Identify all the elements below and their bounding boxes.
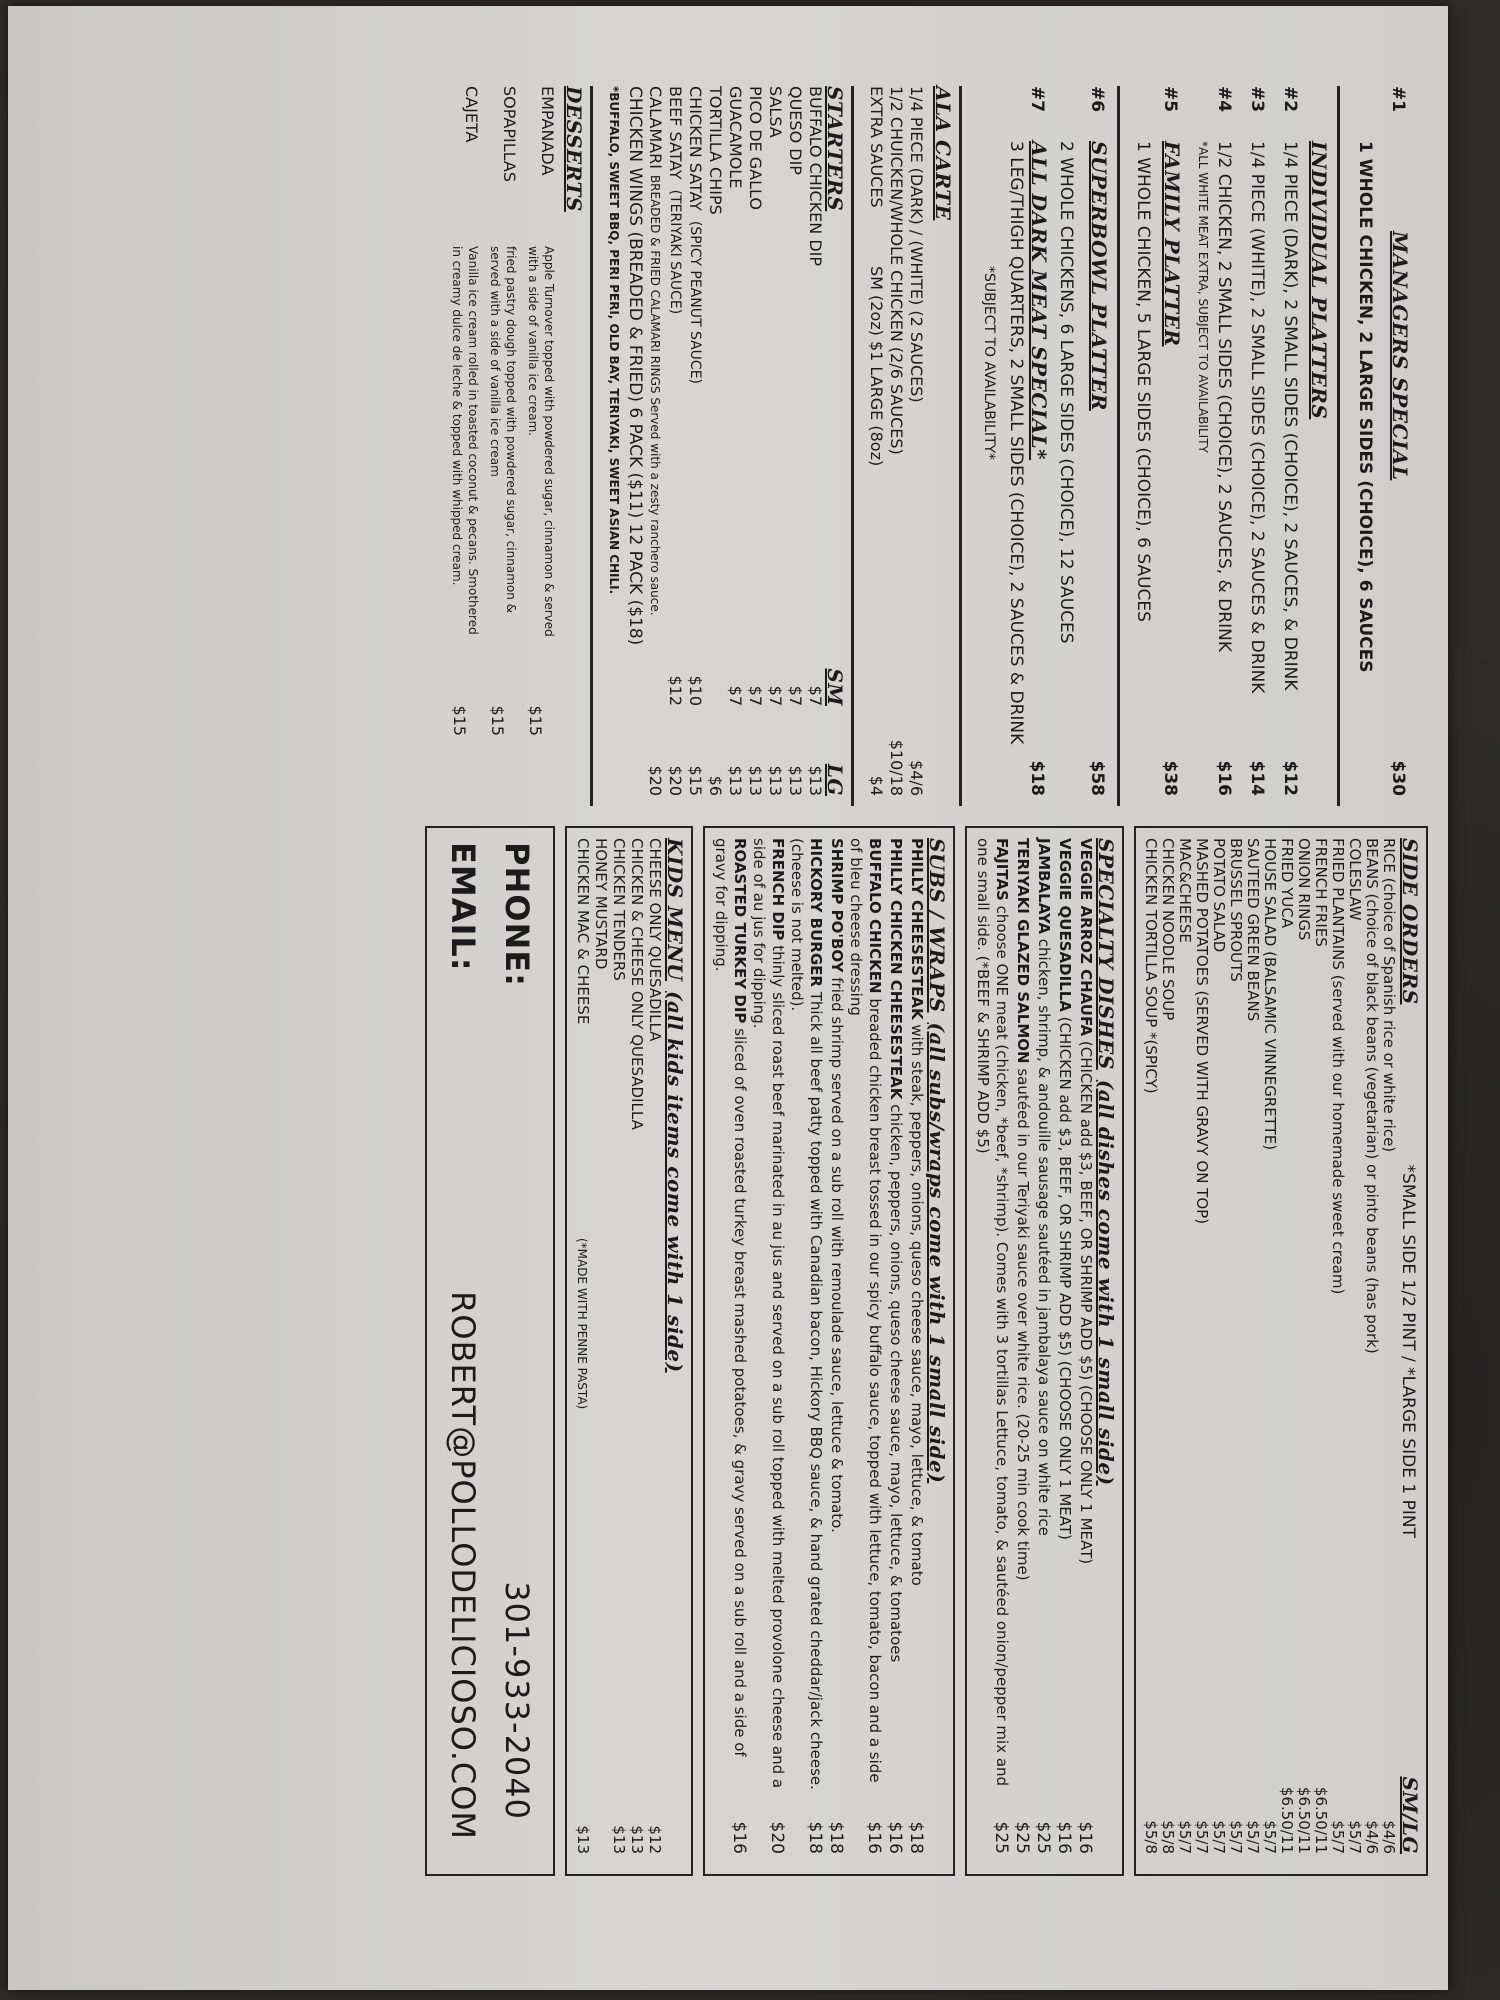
specialty-price: $16: [1075, 1821, 1095, 1854]
starter-sm-price: $7: [766, 685, 785, 706]
sub-row: [711, 838, 749, 1864]
side-price: $5/7: [1261, 1820, 1279, 1854]
sub-price: $18: [906, 1821, 926, 1854]
sub-desc: breaded chicken breast tossed in our spicy buffalo sauce, topped with lettuce, tomato, bacon and a side of bleu cheese dressing: [847, 838, 884, 1783]
dessert-price: $15: [450, 705, 469, 736]
sub-desc: thinly sliced roast beef marinated in au jus and served on a sub roll topped with melted provolone cheese and a side of au jus for dipping.: [750, 838, 787, 1789]
desserts-heading: DESSERTS: [562, 86, 586, 212]
sub-desc: with steak, peppers, onions, queso cheese sauce, mayo, lettuce, & tomato: [908, 1024, 926, 1586]
dark-meat-special: #7 ALL DARK MEAT SPECIAL* $18: [1027, 86, 1051, 796]
kids-row: [628, 838, 646, 1864]
sub-price: $16: [729, 1821, 749, 1854]
platter-2: #2 1/4 PIECE (DARK), 2 SMALL SIDES (CHOICE), 2 SAUCES, & DRINK $12: [1280, 86, 1300, 796]
dessert-name: EMPANADA: [538, 86, 557, 176]
side-name: COLESLAW: [1346, 838, 1364, 921]
sub-name: ROASTED TURKEY DIP: [731, 838, 749, 1024]
side-price: $6.50/11: [1278, 1786, 1296, 1854]
side-orders-heading: SIDE ORDERS: [1398, 838, 1422, 1005]
side-price: $4/6: [1363, 1820, 1381, 1854]
starter-name: PICO DE GALLO: [746, 86, 765, 210]
sub-desc: sliced of oven roasted turkey breast mashed potatoes, & gravy served on a sub roll and a side of gravy for dipping.: [712, 838, 749, 1757]
sub-name: BUFFALO CHICKEN: [866, 838, 884, 994]
starter-row: [785, 86, 805, 806]
side-name: FRIED YUCA: [1278, 838, 1296, 929]
side-price: $5/7: [1329, 1820, 1347, 1854]
starter-sm-price: $7: [746, 685, 765, 706]
starter-name: CHICKEN SATAY: [686, 86, 705, 211]
starters-heading-row: STARTERS SM LG: [823, 86, 847, 796]
specialty-text: [973, 838, 1011, 1802]
starter-sauce: (TERIYAKI SAUCE): [667, 189, 683, 315]
dessert-desc: Vanilla ice cream rolled in toasted coconut & pecans. Smothered in creamy dulce de leche & topped with whipped cream.: [450, 246, 480, 635]
divider: [959, 86, 962, 806]
right-column: [415, 826, 1428, 1876]
side-row: [1261, 838, 1278, 1864]
specialty-name: FAJITAS: [993, 838, 1011, 901]
side-name: MAC&CHEESE: [1176, 838, 1194, 943]
starter-lg-price: $13: [806, 765, 825, 796]
sub-text: [907, 838, 926, 1802]
sub-row: [905, 838, 926, 1864]
side-name: FRENCH FRIES: [1312, 838, 1330, 947]
starter-sm-price: [705, 636, 725, 706]
starter-row: [665, 86, 685, 806]
kids-price: $13: [574, 1825, 592, 1854]
sub-name: FRENCH DIP: [769, 838, 787, 941]
contact-box: [425, 826, 555, 1876]
side-row: [1295, 838, 1312, 1864]
kids-name: HONEY MUSTARD: [592, 838, 610, 970]
dessert-row: [525, 86, 557, 806]
phone-number[interactable]: 301-933-2040: [498, 1581, 536, 1820]
starter-name: TORTILLA CHIPS: [706, 86, 725, 215]
left-column: [449, 86, 1428, 806]
phone-row: [497, 842, 537, 1860]
side-row: [1142, 838, 1159, 1864]
sub-price: $18: [826, 1821, 846, 1854]
side-row: [1193, 838, 1210, 1864]
starters-heading: STARTERS: [823, 86, 847, 212]
side-name: MASHED POTATOES (SERVED WITH GRAVY ON TOP): [1193, 838, 1211, 1225]
specialty-name: VEGGIE ARROZ CHAUFA: [1077, 838, 1095, 1037]
managers-special-heading: MANAGERS SPECIAL: [1388, 231, 1412, 481]
side-row: [1329, 838, 1346, 1864]
alacarte-item: EXTRA SAUCES SM (2oz) $1 LARGE (8oz) $4: [867, 86, 886, 796]
specialty-text: [1034, 838, 1053, 1802]
dessert-row: [449, 86, 481, 806]
side-row: [1363, 838, 1380, 1864]
starter-lg-price: $20: [666, 765, 685, 796]
specialty-desc: (CHICKEN add $3, BEEF, OR SHRIMP ADD $5) (CHOOSE ONLY 1 MEAT): [1056, 1016, 1074, 1540]
side-row: [1278, 838, 1295, 1864]
dark-meat-desc: 3 LEG/THIGH QUARTERS, 2 SMALL SIDES (CHOICE), 2 SAUCES & DRINK: [1006, 141, 1026, 745]
specialty-header: SPECIALTY DISHES (all dishes come with 1 small side): [1094, 838, 1118, 1486]
email-address[interactable]: ROBERT@POLLODELICIOSO.COM: [444, 1291, 482, 1840]
side-price: $6.50/11: [1312, 1786, 1330, 1854]
starter-row: [745, 86, 765, 806]
starter-row: [765, 86, 785, 806]
side-price: $5/7: [1346, 1820, 1364, 1854]
family-platter-desc: 1 WHOLE CHICKEN, 5 LARGE SIDES (CHOICE), 6 SAUCES: [1133, 141, 1153, 622]
specialty-text: [1055, 838, 1074, 1802]
starter-row: [725, 86, 745, 806]
starter-sm-price: $7: [786, 685, 805, 706]
starter-sauce: [785, 185, 805, 636]
divider: [590, 86, 593, 806]
side-price: $6.50/11: [1295, 1786, 1313, 1854]
kids-name: CHEESE ONLY QUESADILLA: [646, 838, 664, 1042]
dessert-name: CAJETA: [462, 86, 481, 143]
sub-name: SHRIMP PO'BOY: [828, 838, 846, 973]
starter-lg-price: $13: [766, 765, 785, 796]
sub-text: [827, 838, 846, 1802]
kids-price: $13: [610, 1825, 628, 1854]
side-row: [1244, 838, 1261, 1864]
specialty-text: [1013, 838, 1032, 1802]
sub-text: [711, 838, 749, 1802]
subs-list: [711, 838, 926, 1864]
starter-sauce: [745, 220, 765, 636]
starter-sauce: (SPICY PEANUT SAUCE): [687, 220, 703, 385]
platter-3: #3 1/4 PIECE (WHITE), 2 SMALL SIDES (CHOICE), 2 SAUCES & DRINK $14: [1247, 86, 1267, 796]
subs-box: [703, 826, 955, 1876]
specialty-desc: sautéed in our Teriyaki sauce over white rice. (20-25 min cook time): [1014, 1068, 1032, 1581]
kids-list: [573, 838, 664, 1864]
side-orders-box: [1134, 826, 1428, 1876]
starters-list: [665, 86, 825, 806]
side-name: SAUTEED GREEN BEANS: [1244, 838, 1262, 1022]
specialty-desc: chicken, shrimp, & andouille sausage sautéed in jambalaya sauce on white rice: [1035, 938, 1053, 1536]
side-price: $5/7: [1193, 1820, 1211, 1854]
kids-name: CHICKEN & CHEESE ONLY QUESADILLA: [628, 838, 646, 1130]
dessert-price: $15: [488, 705, 507, 736]
side-name: RICE (choice of Spanish rice or white rice): [1380, 838, 1398, 1153]
dessert-desc: Apple Turnover topped with powdered sugar, cinnamon & served with a side of vanilla ice cream.: [526, 246, 556, 637]
alacarte-item: 1/2 CHUICKEN/WHOLE CHICKEN (2/6 SAUCES) $10/18: [887, 86, 906, 796]
kids-row: [592, 838, 610, 1864]
specialty-price: $25: [1033, 1821, 1053, 1854]
desserts-heading-row: [563, 86, 584, 806]
kids-row: [646, 838, 664, 1864]
specialty-name: TERIYAKI GLAZED SALMON: [1014, 838, 1032, 1064]
sub-row: [884, 838, 905, 1864]
superbowl-desc: 2 WHOLE CHICKENS, 6 LARGE SIDES (CHOICE), 12 SAUCES: [1056, 141, 1076, 644]
divider: [1337, 86, 1340, 806]
sub-row: [787, 838, 825, 1864]
kids-name: CHICKEN TENDERS: [610, 838, 628, 981]
side-name: HOUSE SALAD (BALSAMIC VINNEGRETTE): [1261, 838, 1279, 1151]
sub-price: $16: [885, 1821, 905, 1854]
dessert-price: $15: [526, 705, 545, 736]
sub-row: [825, 838, 846, 1864]
special-1-desc: 1 WHOLE CHICKEN, 2 LARGE SIDES (CHOICE), 6 SAUCES: [1355, 141, 1375, 673]
starter-row: [705, 86, 725, 806]
sub-name: PHILLY CHICKEN CHEESESTEAK: [887, 838, 905, 1100]
specialty-price: $25: [1012, 1821, 1032, 1854]
kids-heading: KIDS MENU: [663, 838, 687, 982]
sub-text: [787, 838, 825, 1802]
sub-text: [749, 838, 787, 1802]
starter-lg-price: $13: [746, 765, 765, 796]
kids-row: [610, 838, 628, 1864]
specialty-desc: choose ONE meat (chicken, *beef, *shrimp). Comes with 3 tortillas Lettuce, tomato, & sautéed onion/pepper mix and one small side. (*BEEF & SHRIMP ADD $5): [974, 838, 1011, 1787]
side-orders-header: SIDE ORDERS *SMALL SIDE 1/2 PINT / *LARGE SIDE 1 PINT SM/LG: [1398, 838, 1422, 1854]
starter-lg-price: $13: [786, 765, 805, 796]
specialty-desc: (CHICKEN add $3, BEEF, OR SHRIMP ADD $5) (CHOOSE ONLY 1 MEAT): [1077, 1040, 1095, 1565]
sub-name: HICKORY BURGER: [807, 838, 825, 987]
starter-sm-price: $10: [686, 675, 705, 706]
starter-name: SALSA: [766, 86, 785, 138]
sub-text: [886, 838, 905, 1802]
family-platter: #5 FAMILY PLATTER $38: [1160, 86, 1184, 796]
specialty-row: [1074, 838, 1095, 1864]
starter-sauce: [805, 276, 825, 636]
sub-row: [846, 838, 884, 1864]
email-label: EMAIL:: [444, 842, 482, 972]
alacarte-heading-row: [932, 86, 953, 806]
starter-name: GUACAMOLE: [726, 86, 745, 189]
divider: [851, 86, 854, 806]
side-row: [1346, 838, 1363, 1864]
specialty-row: [1032, 838, 1053, 1864]
dark-meat-note: *SUBJECT TO AVAILABILITY*: [981, 266, 997, 461]
dessert-row: [487, 86, 519, 806]
starter-sauce: [765, 148, 785, 636]
specialty-name: VEGGIE QUESADILLA: [1056, 838, 1074, 1012]
specialty-name: JAMBALAYA: [1035, 838, 1053, 934]
specialty-price: $16: [1054, 1821, 1074, 1854]
kids-price: $12: [646, 1825, 664, 1854]
specialty-text: [1076, 838, 1095, 1802]
superbowl-platter: #6 SUPERBOWL PLATTER $58: [1087, 86, 1111, 796]
kids-name: CHICKEN MAC & CHEESE: [574, 838, 592, 1025]
side-row: [1176, 838, 1193, 1864]
sub-price: $18: [805, 1821, 825, 1854]
specialty-list: [973, 838, 1095, 1864]
starter-name: BEEF SATAY: [666, 86, 685, 180]
desserts-list: [449, 86, 557, 806]
menu-sheet-rotated: [8, 6, 1448, 1990]
sides-list: [1142, 838, 1397, 1864]
starter-sm-price: $7: [726, 685, 745, 706]
side-price: $4/6: [1380, 1820, 1398, 1854]
starter-sm-price: $12: [666, 675, 685, 706]
side-row: [1380, 838, 1397, 1864]
sub-desc: chicken, peppers, onions, queso cheese sauce, mayo, lettuce, & tomatoes: [887, 1104, 905, 1663]
kids-note: (*MADE WITH PENNE PASTA): [575, 1238, 589, 1410]
specialty-row: [1053, 838, 1074, 1864]
alacarte-heading: ALA CARTE: [931, 86, 955, 221]
side-row: [1312, 838, 1329, 1864]
platter-4: #4 1/2 CHICKEN, 2 SMALL SIDES (CHOICE), 2 SAUCES, & DRINK $16: [1214, 86, 1234, 796]
kids-row: [573, 838, 592, 1864]
side-name: CHICKEN TORTILLA SOUP *(SPICY): [1142, 838, 1160, 1094]
starter-row: [805, 86, 825, 806]
sub-name: PHILLY CHEESESTEAK: [908, 838, 926, 1020]
starter-name: QUESO DIP: [786, 86, 805, 175]
email-row: [443, 842, 483, 1860]
side-price: $5/7: [1210, 1820, 1228, 1854]
starter-lg-price: $15: [686, 765, 705, 796]
kids-header: KIDS MENU (all kids items come with 1 side): [663, 838, 687, 1373]
side-price: $5/8: [1159, 1820, 1177, 1854]
side-row: [1210, 838, 1227, 1864]
side-name: FRIED PLANTAINS (served with our homemade sweet cream): [1329, 838, 1347, 1295]
side-price: $5/8: [1142, 1820, 1160, 1854]
side-name: BRUSSEL SPROUTS: [1227, 838, 1245, 982]
specialty-box: [965, 826, 1124, 1876]
sub-desc: Thick all beef patty topped with Canadian bacon, Hickory BBQ sauce, & hand grated cheddar/jack cheese. (cheese is not melted).: [788, 838, 825, 1790]
starter-sauce: [705, 225, 725, 636]
dessert-name: SOPAPILLAS: [500, 86, 519, 182]
starter-sm-price: $7: [806, 685, 825, 706]
kids-box: [565, 826, 693, 1876]
subs-header: SUBS / WRAPS (all subs/wraps come with 1 small side): [925, 838, 949, 1484]
wings-row: CHICKEN WINGS (BREADED & FRIED) 6 PACK ($11) 12 PACK ($18): [625, 86, 645, 646]
alacarte-item: 1/4 PIECE (DARK) / (WHITE) (2 SAUCES) $4/6: [907, 86, 926, 796]
divider: [1117, 86, 1120, 806]
side-name: BEANS (choice of black beans (vegetarian) or pinto beans (has pork): [1363, 838, 1381, 1354]
starter-lg-price: $13: [726, 765, 745, 796]
phone-label: PHONE:: [498, 842, 536, 987]
specialty-row: [973, 838, 1011, 1864]
side-price: $5/7: [1244, 1820, 1262, 1854]
starter-row: [685, 86, 705, 806]
individual-platters-heading: INDIVIDUAL PLATTERS: [1307, 141, 1331, 420]
sub-desc: fried shrimp served on a sub roll with remoulade sauce, lettuce & tomato.: [828, 977, 846, 1533]
starter-name: BUFFALO CHICKEN DIP: [806, 86, 825, 267]
individual-heading-row: [1308, 86, 1329, 806]
specialty-row: [1011, 838, 1032, 1864]
specialty-price: $25: [991, 1821, 1011, 1854]
subs-heading: SUBS / WRAPS: [925, 838, 949, 1013]
sub-text: [846, 838, 884, 1802]
side-name: CHICKEN NOODLE SOUP: [1159, 838, 1177, 1021]
special-1: #1 MANAGERS SPECIAL $30: [1388, 86, 1412, 796]
menu-paper: [8, 6, 1448, 1990]
sub-price: $16: [864, 1821, 884, 1854]
sub-row: [749, 838, 787, 1864]
wings-note: *BUFFALO, SWEET BBQ, PERI PERI, OLD BAY, TERIYAKI, SWEET ASIAN CHILI.: [607, 86, 621, 595]
platter-4-note: *ALL WHITE MEAT EXTRA, SUBJECT TO AVAILABILITY: [1196, 141, 1210, 453]
kids-price: $13: [628, 1825, 646, 1854]
side-name: ONION RINGS: [1295, 838, 1313, 941]
dessert-desc: fried pastry dough topped with powdered sugar, cinnamon & served with a side of vanilla ice cream: [488, 246, 518, 614]
calamari-row: CALAMARI BREADED & FRIED CALAMARI RINGS Served with a zesty ranchero sauce. $20: [646, 86, 665, 796]
starter-lg-price: $6: [706, 775, 725, 796]
side-row: [1159, 838, 1176, 1864]
side-name: POTATO SALAD: [1210, 838, 1228, 953]
side-row: [1227, 838, 1244, 1864]
sub-price: $20: [767, 1821, 787, 1854]
specialty-heading: SPECIALTY DISHES: [1094, 838, 1118, 1070]
starter-sauce: [725, 198, 745, 636]
side-price: $5/7: [1227, 1820, 1245, 1854]
side-price: $5/7: [1176, 1820, 1194, 1854]
